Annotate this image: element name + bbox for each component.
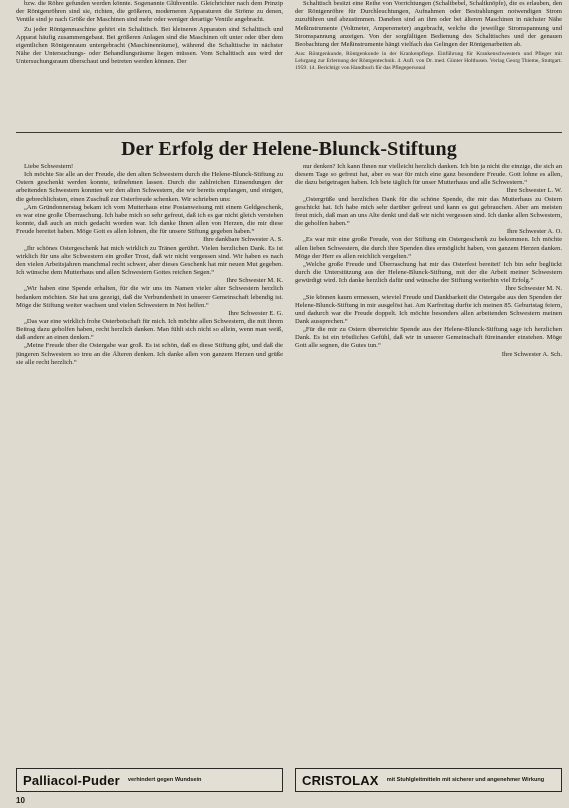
letter-paragraph: „Sie können kaum ermessen, wieviel Freude und Dankbarkeit die Ostergabe aus den Spenden der Helene-Blunck-Stiftung in mir ausgelöst hat. Am Karfreitag durfte ich meinen 85. Geburtstag feiern, und dadurch war die Freude doppelt. Ich möchte besonders allen arbeitenden Schwestern meinen Dank aussprechen.“: [295, 293, 562, 325]
letter-paragraph: „Ihr schönes Ostergeschenk hat mich wirklich zu Tränen gerührt. Vielen herzlichen Dank. Es ist wirklich für uns alte Schwestern ein großer Trost, daß wir nicht vergessen sind. Wir haben es nach den vielen Arbeitsjahren manchmal recht schwer, aber dieses Geschenk hat mir neuen Mut gegeben. Ich wünsche dem Mutterhaus und allen Schwestern Gottes reichen Segen.“: [16, 244, 283, 277]
letter-signature: Ihre Schwester M. N.: [505, 285, 562, 293]
cristolax-brand: CRISTOLAX: [302, 772, 379, 788]
top-text-section: [16, 0, 562, 130]
cristolax-ad: [295, 768, 562, 792]
letter-paragraph: „Das war eine wirklich frohe Osterbotschaft für mich. Ich möchte allen Schwestern, die mit ihrem Beitrag dazu geholfen haben, recht herzlich danken. Man fühlt sich nicht so allein, wenn man weiß, daß andere an einen denken.“: [16, 317, 283, 342]
letter-paragraph: „Am Gründonnerstag bekam ich vom Mutterhaus eine Postanweisung mit einem Geldgeschenk, es war eine große Überraschung. Ich habe mich so sehr gefreut, daß ich es gar nicht gleich verstehen konnte, daß auch an mich gedacht worden war. Ich danke Ihnen allen von Herzen, die mir diese Freude bereitet haben. Möge Gott es allen lohnen, die für unsere Stiftung gegeben haben.“: [16, 203, 283, 236]
letter-paragraph: nur denken? Ich kann Ihnen nur vielleicht herzlich danken. Ich bin ja nicht die einzige, die sich an diesem Tage so gefreut hat, aber es war für mich eine ganz besondere Freude. Gott lohne es allen, die dazu beigetragen haben. Ich bete täglich für unser Mutterhaus und alle Schwestern.“: [295, 163, 562, 187]
article-right-column: [295, 163, 562, 768]
letter-signature: Ihre Schwester A. Sch.: [501, 350, 562, 358]
top-right-paragraph: Schalttisch besitzt eine Reihe von Vorrichtungen (Schaltbebel, Schaltknöpfe), die es erlauben, den der Röntgenröhre für Durchleuchtungen, Aufnahmen oder Bestrahlungen notwendigen Strom zuzuführen und abzustimmen. Daneben sind an ihm oder bei älteren Maschinen in nächster Nähe Meßinstrumente (Voltmeter, Amperemeter) angebracht, welche die jeweilige Stromspannung und Stromspannung anzeigen. Von der sorgfältigen Bedienung des Schalttisches und der genauen Beobachtung der Meßinstrumente hängt vielfach das Gelingen der Röntgenarbeiten ab.: [295, 0, 562, 49]
palliacol-ad: [16, 768, 283, 792]
article-paragraph: Ich möchte Sie alle an der Freude, die den alten Schwestern durch die Helene-Blunck-Stiftung zu Ostern geschenkt werden konnte, teilnehmen lassen. Durch die zahlreichen Einsendungen der arbeitenden Schwestern konnten wir den alten Schwestern, die wir bereits empfangen, und einigen, die gebrechlichsten, einen Zuschuß zur Osterfreude schenken. Wir schrieben uns:: [16, 171, 283, 203]
top-left-paragraph: bzw. die Röhre gefunden werden könnte. Sogenannte Glühventile. Gleichrichter nach dem Prinzip der Röntgenröhren sind sie, richten, die größeren, moderneren Apparaturen die Ströme zu denen, Ventile sind je nach Größe der Maschinen sind mehr oder weniger derartige Ventile angebracht.: [16, 0, 283, 24]
salutation: Liebe Schwestern!: [24, 163, 74, 170]
letter-paragraph: „Wir haben eine Spende erhalten, für die wir uns im Namen vieler alter Schwestern herzlich bedanken möchten. Sie hat uns gezeigt, daß die Verbundenheit in unserer Gemeinschaft lebendig ist. Möge die Stiftung weiter wachsen und vielen Schwestern in Not helfen.“: [16, 285, 283, 309]
letter-paragraph: „Meine Freude über die Ostergabe war groß. Es ist schön, daß es diese Stiftung gibt, und daß die jüngeren Schwestern so treu an die Älteren denken. Ich danke allen von ganzem Herzen und grüße sie alle recht herzlich.“: [16, 342, 283, 366]
article-left-column: [16, 163, 283, 768]
letter-signature: Ihre Schwester E. G.: [228, 309, 283, 317]
page-number: 10: [16, 796, 25, 805]
letter-signature: Ihre Schwester L. W.: [506, 187, 562, 195]
palliacol-slogan: verhindert gegen Wundsein: [127, 776, 202, 783]
advertisement-strip: [16, 768, 562, 796]
letter-paragraph: „Für die mir zu Ostern überreichte Spende aus der Helene-Blunck-Stiftung sage ich herzlichen Dank. Es ist ein tröstliches Gefühl, daß wir in unserer Gemeinschaft füreinander einstehen. Möge Gott alle segnen, die Gutes tun.“: [295, 326, 562, 350]
top-left-column: [16, 0, 283, 130]
letter-paragraph: „Ostergrüße und herzlichen Dank für die schöne Spende, die mir das Mutterhaus zu Ostern geschickt hat. Ich habe mich sehr darüber gefreut und kann es gut gebrauchen. Aber am meisten freut mich, daß man an uns Alte denkt und daß wir nicht vergessen sind. Ich danke allen Schwestern, die geholfen haben.“: [295, 195, 562, 228]
article-body: [16, 163, 562, 768]
cristolax-slogan: mit Stuhlgleitmitteln mit sicherer und angenehmer Wirkung: [386, 776, 545, 783]
letter-paragraph: „Welche große Freude und Überraschung hat mir das Osterfest bereitet! Ich bin sehr beglückt durch die Unterstützung aus der Helene-Blunck-Stiftung, mit der die Arbeit meiner Schwestern gewürdigt wird. Ich danke herzlich dafür und wünsche der Stiftung weiterhin viel Erfolg.“: [295, 260, 562, 285]
letter-signature: Ihre Schwester A. O.: [506, 228, 562, 236]
article-title: Der Erfolg der Helene-Blunck-Stiftung: [121, 138, 457, 160]
top-left-paragraph: Zu jeder Röntgenmaschine gehört ein Schalttisch. Bei kleineren Apparaten sind Schalttisch und Apparat häufig zusammengebaut. Bei größeren Anlagen sind die Maschinen oft unter oder über dem eigentlichen Röntgenraum untergebracht (Maschinenräume), während die Schalttische in nächster Nähe der Untersuchungs- oder Behandlungsräume liegen müssen. Vom Schalttisch aus wird der Untersuchungsraum überschaut und betreten werden können. Der: [16, 25, 283, 66]
footnote: Aus: Röntgenkunde, Röntgenkunde in der Krankenpflege. Einführung für Krankenschwestern und Pfleger mit Lehrgang zur Erlernung der Röntgentechnik. 4. Aufl. von Dr. med. Günter Holthusen. Verlag Georg Thieme, Stuttgart. 1959. 14. Berichtigt von Handbuch für das Pflegepersonal: [295, 51, 562, 72]
letter-signature: Ihre Schwester M. K.: [226, 277, 283, 285]
letter-paragraph: „Es war mir eine große Freude, von der Stiftung ein Ostergeschenk zu bekommen. Ich möchte allen lieben Schwestern, die durch ihre Spenden dies ermöglicht haben, von ganzem Herzen danken. Möge der Herr es allen reichlich vergelten.“: [295, 236, 562, 260]
top-right-column: [295, 0, 562, 130]
section-divider-top: [16, 132, 562, 133]
letter-signature: Ihre dankbare Schwester A. S.: [203, 236, 283, 244]
palliacol-brand: Palliacol-Puder: [23, 772, 120, 788]
